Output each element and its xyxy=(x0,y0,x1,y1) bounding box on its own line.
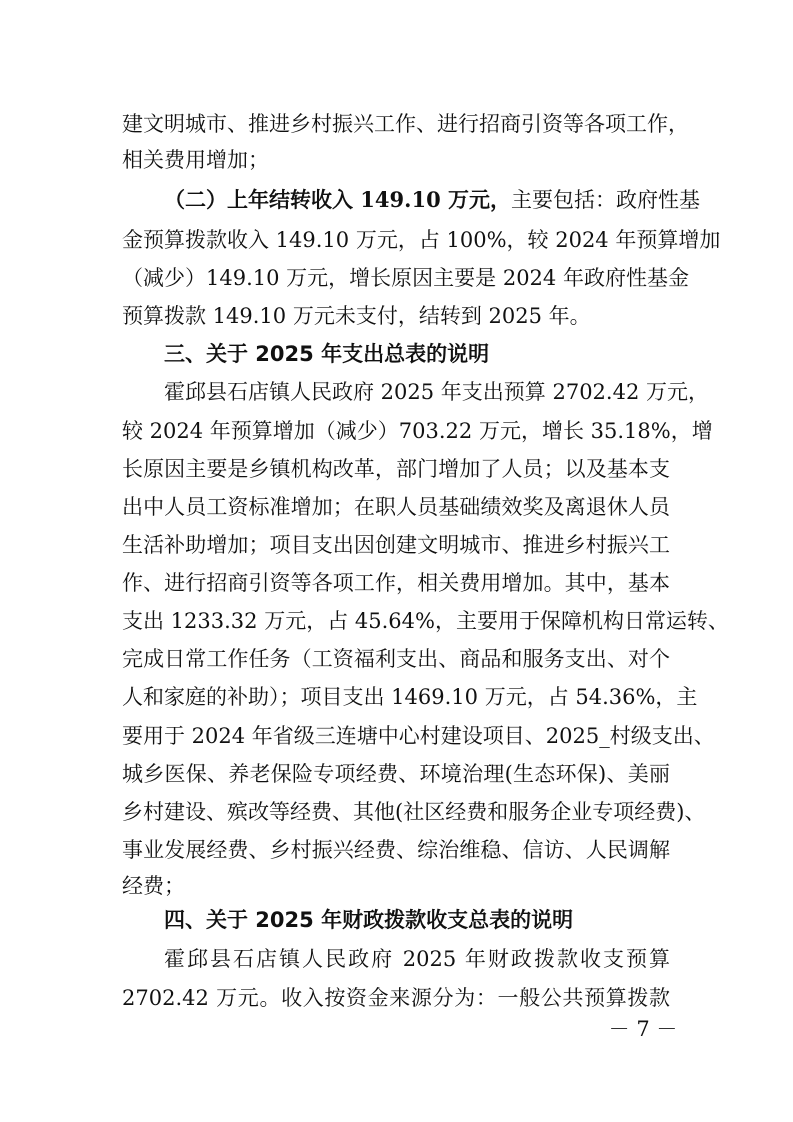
subsection-two-text: 主要包括：政府性基 xyxy=(511,188,700,212)
section-three-line-7: 支出 1233.32 万元，占 45.64%，主要用于保障机构日常运转、 xyxy=(122,609,729,633)
section-three-line-3: 长原因主要是乡镇机构改革，部门增加了人员；以及基本支 xyxy=(122,457,670,481)
section-four-line-2: 2702.42 万元。收入按资金来源分为：一般公共预算拨款 xyxy=(122,986,670,1010)
section-three-line-11: 城乡医保、养老保险专项经费、环境治理(生态环保)、美丽 xyxy=(122,762,670,786)
section-three-line-10: 要用于 2024 年省级三连塘中心村建设项目、2025_村级支出、 xyxy=(122,724,715,748)
subsection-two-heading: （二）上年结转收入 149.10 万元， xyxy=(164,187,511,212)
subsection-two-line xyxy=(164,180,700,220)
body-line-4: 金预算拨款收入 149.10 万元，占 100%，较 2024 年预算增加 xyxy=(122,228,721,252)
section-four-line-1: 霍邱县石店镇人民政府 2025 年财政拨款收支预算 xyxy=(164,947,670,971)
section-three-line-14: 经费； xyxy=(122,874,185,898)
section-three-line-1: 霍邱县石店镇人民政府 2025 年支出预算 2702.42 万元， xyxy=(164,380,709,404)
body-line-5: （减少）149.10 万元，增长原因主要是 2024 年政府性基金 xyxy=(122,266,689,290)
section-three-line-8: 完成日常工作任务（工资福利支出、商品和服务支出、对个 xyxy=(122,647,670,671)
page-number: － 7 － xyxy=(608,1017,678,1041)
section-three-line-12: 乡村建设、殡改等经费、其他(社区经费和服务企业专项经费)、 xyxy=(122,800,706,824)
section-three-line-9: 人和家庭的补助）；项目支出 1469.10 万元，占 54.36%，主 xyxy=(122,685,698,709)
body-line-6: 预算拨款 149.10 万元未支付，结转到 2025 年。 xyxy=(122,304,591,328)
body-line-2: 相关费用增加； xyxy=(122,148,269,172)
section-three-line-5: 生活补助增加；项目支出因创建文明城市、推进乡村振兴工 xyxy=(122,533,670,557)
section-three-line-13: 事业发展经费、乡村振兴经费、综治维稳、信访、人民调解 xyxy=(122,838,670,862)
section-three-line-6: 作、进行招商引资等各项工作，相关费用增加。其中，基本 xyxy=(122,571,670,595)
section-three-line-4: 出中人员工资标准增加；在职人员基础绩效奖及离退休人员 xyxy=(122,495,670,519)
body-line-1: 建文明城市、推进乡村振兴工作、进行招商引资等各项工作， xyxy=(122,112,689,136)
section-three-line-2: 较 2024 年预算增加（减少）703.22 万元，增长 35.18%，增 xyxy=(122,419,713,443)
section-four-heading: 四、关于 2025 年财政拨款收支总表的说明 xyxy=(164,908,574,932)
section-three-heading: 三、关于 2025 年支出总表的说明 xyxy=(164,342,490,366)
